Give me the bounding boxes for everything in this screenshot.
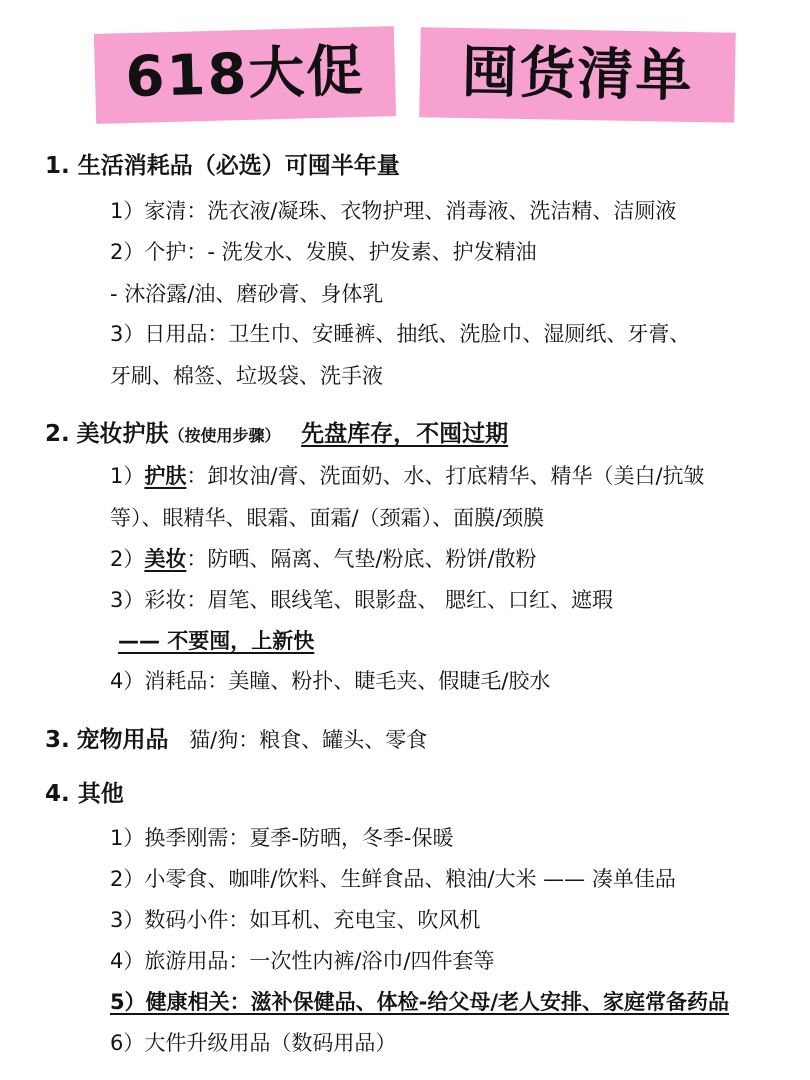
- title-banner-right: [419, 27, 736, 122]
- section-1-item: 1）家清：洗衣液/凝珠、衣物护理、消毒液、洗洁精、洁厕液: [110, 199, 677, 223]
- section-3-line: [45, 724, 427, 756]
- section-4-heading: 4. 其他: [45, 781, 124, 807]
- item-text: ：防晒、隔离、气垫/粉底、粉饼/散粉: [186, 547, 537, 571]
- section-2-item: 等）、眼精华、眼霜、面霜/（颈霜）、面膜/颈膜: [110, 506, 545, 530]
- title-right: 囤货清单: [460, 39, 695, 110]
- section-3-title: 宠物用品: [76, 727, 169, 753]
- item-text: ：卸妆油/膏、洗面奶、水、打底精华、精华（美白/抗皱: [186, 464, 705, 488]
- section-2-subtitle: （按使用步骤）: [168, 426, 281, 445]
- section-3-text: 猫/狗：粮食、罐头、零食: [189, 728, 428, 752]
- section-4-item: 1）换季刚需：夏季-防晒，冬季-保暖: [110, 826, 454, 850]
- item-label: 美妆: [144, 547, 187, 571]
- section-2-note: 先盘库存，不囤过期: [301, 421, 509, 447]
- section-1-heading: 1. 生活消耗品（必选）可囤半年量: [45, 153, 400, 179]
- section-2-item: [110, 543, 537, 575]
- section-2-title: 美妆护肤: [76, 421, 169, 447]
- section-3-num: 3.: [45, 727, 70, 753]
- item-index: 2）: [110, 547, 145, 571]
- title-banner-left: [94, 26, 396, 124]
- section-1-item: 2）个护：- 洗发水、发膜、护发素、护发精油: [110, 240, 537, 264]
- section-4-item: 2）小零食、咖啡/饮料、生鲜食品、粮油/大米 —— 凑单佳品: [110, 867, 676, 891]
- title-left: 618大促: [124, 38, 366, 111]
- section-4-item: 3）数码小件：如耳机、充电宝、吹风机: [110, 908, 481, 932]
- section-4-item: 4）旅游用品：一次性内裤/浴巾/四件套等: [110, 949, 495, 973]
- section-2-heading: [45, 418, 508, 452]
- section-4-item: 6）大件升级用品（数码用品）: [110, 1031, 397, 1055]
- section-1-item: - 沐浴露/油、磨砂膏、身体乳: [110, 282, 384, 306]
- section-2-num: 2.: [45, 421, 70, 447]
- section-2-item: [110, 460, 705, 492]
- item-index: 1）: [110, 464, 145, 488]
- section-2-item: 3）彩妆：眉笔、眼线笔、眼影盘、 腮红、口红、遮瑕: [110, 588, 614, 612]
- section-2-item: 4）消耗品：美瞳、粉扑、睫毛夹、假睫毛/胶水: [110, 669, 551, 693]
- section-4-item-health: 5）健康相关：滋补保健品、体检-给父母/老人安排、家庭常备药品: [110, 990, 729, 1014]
- section-2-warning: —— 不要囤，上新快: [118, 629, 315, 653]
- section-1-item: 牙刷、棉签、垃圾袋、洗手液: [110, 364, 383, 388]
- section-1-item: 3）日用品：卫生巾、安睡裤、抽纸、洗脸巾、湿厕纸、牙膏、: [110, 322, 691, 346]
- item-label: 护肤: [144, 464, 187, 488]
